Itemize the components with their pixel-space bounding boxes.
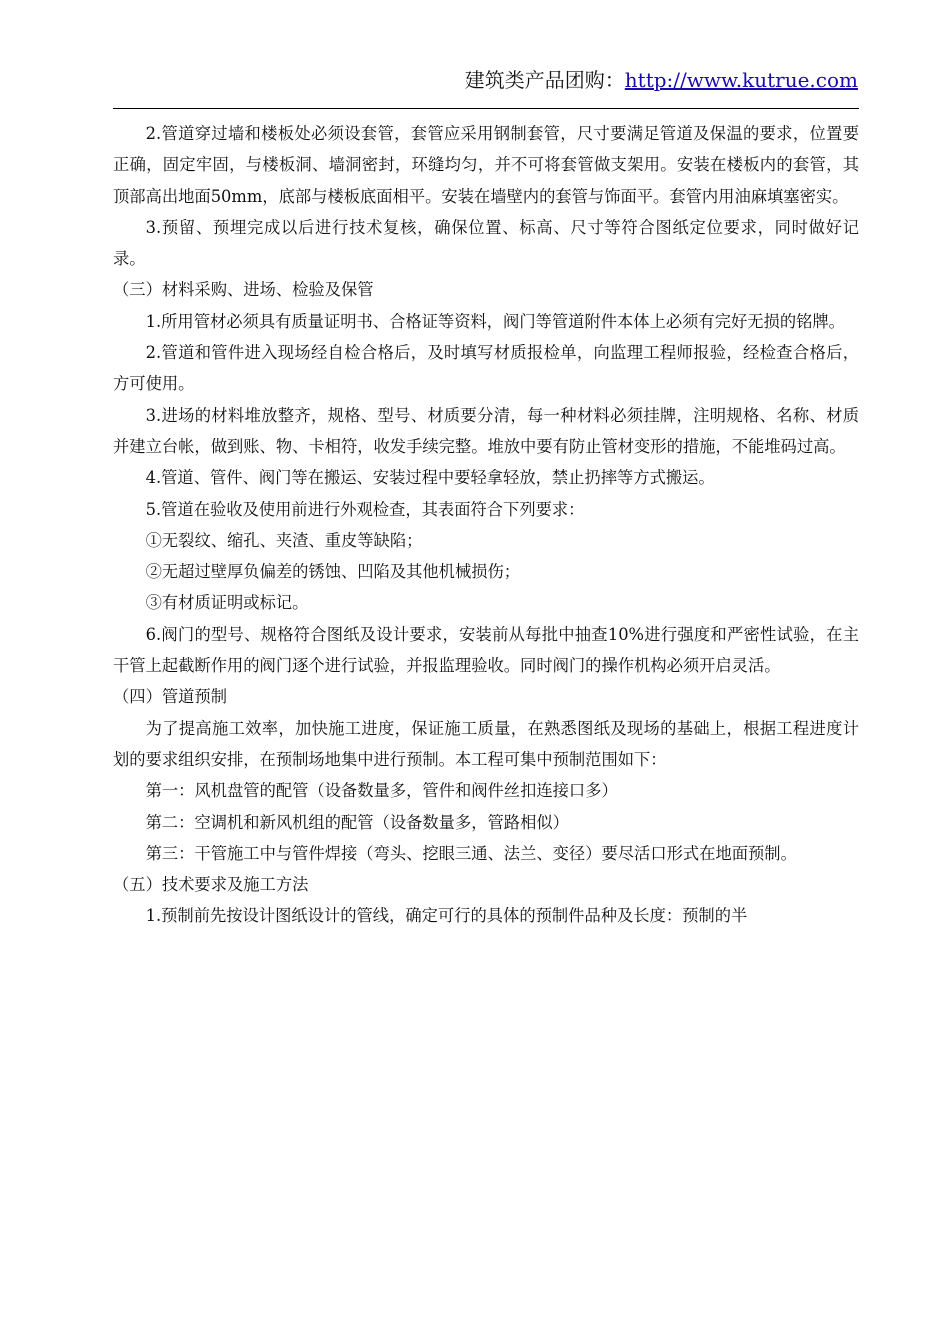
- section-heading: （五）技术要求及施工方法: [113, 875, 309, 895]
- list-item: ①无裂纹、缩孔、夹渣、重皮等缺陷；: [145, 530, 423, 550]
- list-item: ③有材质证明或标记。: [145, 593, 309, 613]
- paragraph: 1.预制前先按设计图纸设计的管线，确定可行的具体的预制件品种及长度：预制的半: [145, 906, 748, 926]
- paragraph: 1.所用管材必须具有质量证明书、合格证等资料，阀门等管道附件本体上必须有完好无损的铭牌。: [145, 311, 845, 331]
- header-link[interactable]: http://www.kutrue.com: [624, 68, 858, 92]
- section-heading: （三）材料采购、进场、检验及保管: [113, 280, 374, 300]
- paragraph: 6.阀门的型号、规格符合图纸及设计要求，安装前从每批中抽查10%进行强度和严密性试验，在主干管上起截断作用的阀门逐个进行试验，并报监理验收。同时阀门的操作机构必须开启灵活。: [113, 624, 859, 676]
- paragraph: 2.管道和管件进入现场经自检合格后，及时填写材质报检单，向监理工程师报验，经检查合格后，方可使用。: [113, 343, 859, 394]
- document-body: [113, 118, 859, 932]
- paragraph: 3.进场的材料堆放整齐，规格、型号、材质要分清，每一种材料必须挂牌，注明规格、名称、材质并建立台帐，做到账、物、卡相符，收发手续完整。堆放中要有防止管材变形的措施，不能堆码过高。: [113, 405, 859, 456]
- section-heading: （四）管道预制: [113, 687, 227, 707]
- paragraph: 3.预留、预埋完成以后进行技术复核，确保位置、标高、尺寸等符合图纸定位要求，同时做好记录。: [113, 217, 859, 269]
- header-divider: [113, 108, 859, 109]
- list-item: ②无超过壁厚负偏差的锈蚀、凹陷及其他机械损伤；: [145, 562, 521, 582]
- header-label: 建筑类产品团购：: [464, 68, 625, 92]
- list-item: 第二：空调机和新风机组的配管（设备数量多，管路相似）: [145, 812, 569, 832]
- list-item: 第一：风机盘管的配管（设备数量多，管件和阀件丝扣连接口多）: [145, 781, 618, 801]
- paragraph: 5.管道在验收及使用前进行外观检查，其表面符合下列要求：: [145, 499, 585, 519]
- list-item: 第三：干管施工中与管件焊接（弯头、挖眼三通、法兰、变径）要尽活口形式在地面预制。: [145, 843, 797, 863]
- paragraph: 为了提高施工效率，加快施工进度，保证施工质量，在熟悉图纸及现场的基础上，根据工程进度计划的要求组织安排，在预制场地集中进行预制。本工程可集中预制范围如下：: [113, 718, 859, 769]
- paragraph: 2.管道穿过墙和楼板处必须设套管，套管应采用钢制套管，尺寸要满足管道及保温的要求，位置要正确，固定牢固，与楼板洞、墙洞密封，环缝均匀，并不可将套管做支架用。安装在楼板内的套管，其顶部高出地面50mm，底部与楼板底面相平。安装在墙壁内的套管与饰面平。套管内用油麻填塞密实。: [113, 124, 859, 206]
- paragraph: 4.管道、管件、阀门等在搬运、安装过程中要轻拿轻放，禁止扔摔等方式搬运。: [145, 468, 715, 488]
- page-header: [465, 66, 858, 94]
